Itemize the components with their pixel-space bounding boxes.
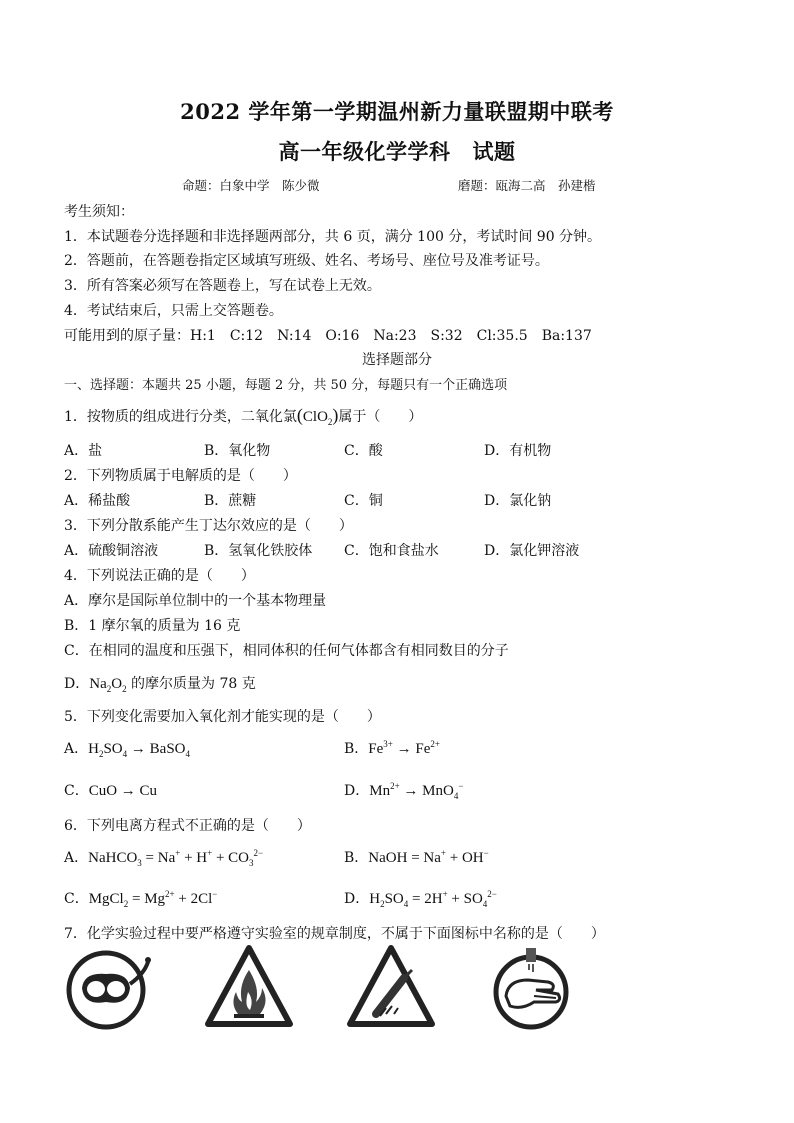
option-b[interactable]: B．氧化物 bbox=[204, 443, 271, 459]
question-6-options-cd bbox=[64, 888, 744, 912]
lab-icons bbox=[64, 944, 584, 1034]
exam-title: 2022 学年第一学期温州新力量联盟期中联考 bbox=[180, 99, 614, 124]
wash-hands-icon bbox=[486, 944, 576, 1030]
open-flame-warning-icon bbox=[204, 944, 294, 1030]
option-a[interactable]: A．稀盐酸 bbox=[64, 493, 131, 509]
author: 命题：白象中学 陈少微 bbox=[182, 178, 320, 193]
question-5-stem: 5．下列变化需要加入氧化剂才能实现的是（ ） bbox=[64, 709, 381, 725]
subject-label: 高一年级化学学科 bbox=[278, 139, 451, 164]
question-3-options bbox=[64, 540, 744, 560]
option-d[interactable]: D．有机物 bbox=[484, 443, 552, 459]
section-title: 选择题部分 bbox=[362, 352, 432, 368]
question-6-stem: 6．下列电离方程式不正确的是（ ） bbox=[64, 818, 311, 834]
question-6-options-ab bbox=[64, 847, 744, 871]
notice-heading: 考生须知： bbox=[64, 204, 134, 220]
section-instruction: 一、选择题：本题共 25 小题，每题 2 分，共 50 分，每题只有一个正确选项 bbox=[64, 378, 508, 393]
paper-label: 试题 bbox=[472, 139, 516, 164]
option-c[interactable]: C．饱和食盐水 bbox=[344, 543, 439, 559]
question-7-stem: 7．化学实验过程中要严格遵守实验室的规章制度，不属于下面图标中名称的是（ ） bbox=[64, 926, 605, 942]
option-b[interactable]: B．1 摩尔氧的质量为 16 克 bbox=[64, 618, 241, 634]
option-d[interactable]: D．氯化钾溶液 bbox=[484, 543, 580, 559]
author-line bbox=[182, 176, 596, 194]
option-a[interactable]: A．盐 bbox=[64, 443, 103, 459]
option-c[interactable]: C．铜 bbox=[344, 493, 383, 509]
option-a[interactable]: A．NaHCO$_3$ = $Na^+ + H^+ + CO_3^{2-}$ bbox=[64, 848, 264, 868]
notice-item: 3．所有答案必须写在答题卷上，写在试卷上无效。 bbox=[64, 278, 381, 294]
question-2-stem: 2．下列物质属于电解质的是（ ） bbox=[64, 468, 297, 484]
reviewer: 磨题：瓯海二高 孙建楷 bbox=[458, 178, 596, 193]
exam-subtitle bbox=[0, 136, 794, 166]
question-3-stem: 3．下列分散系能产生丁达尔效应的是（ ） bbox=[64, 518, 353, 534]
sharp-object-warning-icon bbox=[346, 944, 436, 1030]
notice-item: 4．考试结束后，只需上交答题卷。 bbox=[64, 303, 283, 319]
option-b[interactable]: B．蔗糖 bbox=[204, 493, 257, 509]
option-d[interactable]: D．$H_2SO_4 = 2H^+ + SO_4^{2-}$ bbox=[344, 889, 497, 909]
notice-item: 2．答题前，在答题卷指定区域填写班级、姓名、考场号、座位号及准考证号。 bbox=[64, 253, 549, 269]
question-5-options-cd bbox=[64, 780, 744, 804]
safety-goggles-icon bbox=[64, 944, 154, 1030]
clo2-formula: ClO$_2$ bbox=[302, 409, 333, 427]
option-b[interactable]: B．氢氧化铁胶体 bbox=[204, 543, 313, 559]
option-d[interactable]: D．$Na_2O_2$ 的摩尔质量为 78 克 bbox=[64, 676, 256, 694]
question-1-stem: 1．按物质的组成进行分类，二氧化氯(ClO$_2$)属于（ ） bbox=[64, 405, 423, 427]
option-a[interactable]: A．硫酸铜溶液 bbox=[64, 543, 159, 559]
atomic-masses: 可能用到的原子量：H:1 C:12 N:14 O:16 Na:23 S:32 Cl:35.5 Ba:137 bbox=[64, 328, 592, 344]
option-c[interactable]: C．MgCl$_2$ = $Mg^{2+} + 2Cl^-$ bbox=[64, 889, 218, 909]
option-c[interactable]: C．酸 bbox=[344, 443, 383, 459]
option-c[interactable]: C．CuO → Cu bbox=[64, 783, 158, 799]
option-c[interactable]: C．在相同的温度和压强下，相同体积的任何气体都含有相同数目的分子 bbox=[64, 643, 509, 659]
question-4-stem: 4．下列说法正确的是（ ） bbox=[64, 568, 255, 584]
notice-item: 1．本试题卷分选择题和非选择题两部分，共 6 页，满分 100 分，考试时间 90 分钟。 bbox=[64, 229, 602, 245]
option-b[interactable]: B．NaOH = Na+ + OH− bbox=[344, 848, 489, 866]
option-a[interactable]: A．$H_2SO_4$ → BaSO$_4$ bbox=[64, 741, 190, 759]
option-d[interactable]: D．氯化钠 bbox=[484, 493, 552, 509]
question-5-options-ab bbox=[64, 738, 744, 762]
question-2-options bbox=[64, 490, 744, 510]
option-d[interactable]: D．$Mn^{2+} \to MnO_4^-$ bbox=[344, 781, 464, 801]
option-b[interactable]: B．$Fe^{3+} \to Fe^{2+}$ bbox=[344, 739, 440, 757]
option-a[interactable]: A．摩尔是国际单位制中的一个基本物理量 bbox=[64, 593, 327, 609]
question-1-options bbox=[64, 440, 744, 460]
